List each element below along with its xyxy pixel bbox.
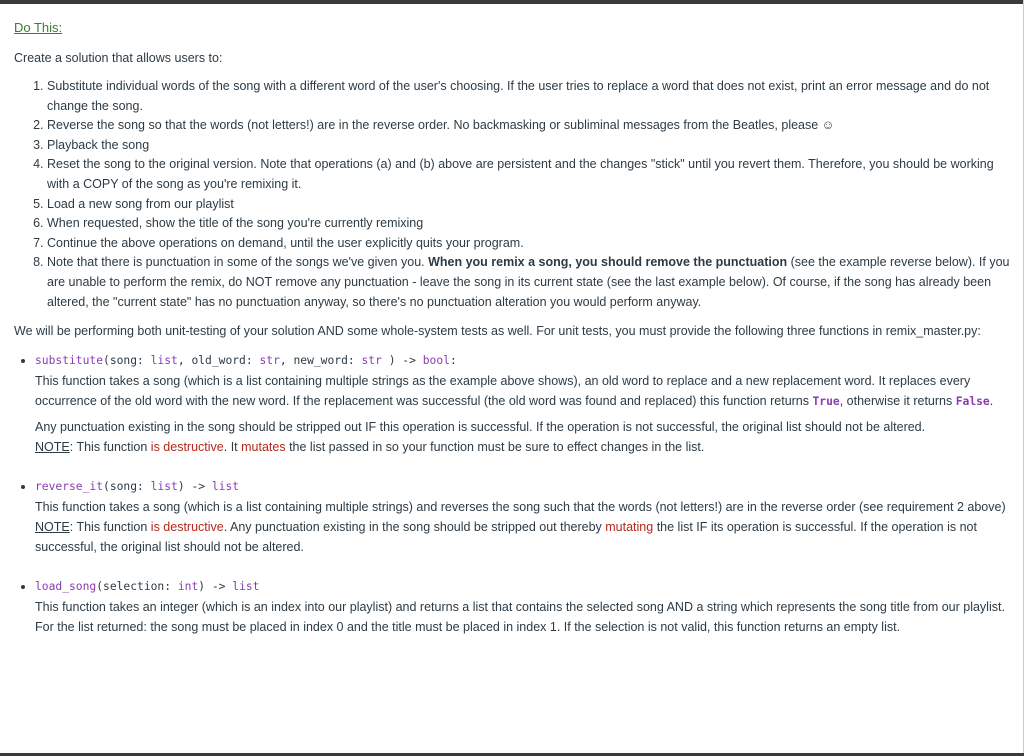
do-this-heading: Do This: — [14, 20, 63, 35]
sig-part: (selection: — [96, 580, 178, 594]
requirement-8 — [47, 253, 1014, 312]
type-str: str — [361, 354, 382, 368]
substitute-signature — [35, 350, 1014, 371]
sig-part: ) -> — [177, 480, 212, 494]
req8-bold: When you remix a song, you should remove the punctuation — [428, 255, 788, 270]
requirement-5: 5. Load a new song from our playlist — [47, 195, 1014, 215]
substitute-note — [35, 437, 1014, 457]
function-substitute — [35, 350, 1014, 457]
load-song-name: load_song — [35, 580, 97, 594]
note-part: : This function — [69, 440, 151, 455]
requirement-1: 1. Substitute individual words of the song with a different word of the user's choosing. If the user tries to replace a word that does not exist, print an error message and do not change the song. — [47, 77, 1014, 116]
note-label: NOTE — [35, 520, 70, 535]
load-song-signature — [35, 576, 1014, 597]
type-list: list — [150, 480, 178, 494]
req8-pre: Note that there is punctuation in some of the songs we've given you. — [47, 255, 429, 270]
destructive-highlight: is destructive — [150, 520, 224, 535]
type-list: list — [150, 354, 178, 368]
desc-part: , otherwise it returns — [839, 394, 956, 409]
req8-post: (see the example reverse below). If you are unable to perform the remix, do NOT remove any punctuation - leave the song in its current state (see the last example below). Of course, if the song has already been altered, the "current state" has no punctuation anyway, so there's no punctuation alteration you would perform anyway. — [47, 255, 1010, 309]
load-song-description: This function takes an integer (which is an index into our playlist) and returns a list that contains the selected song AND a string which represents the song title from our playlist. For the list returned: the song must be placed in index 0 and the title must be placed in index 1. If the selection is not valid, this function returns an empty list. — [35, 600, 1005, 635]
false-keyword: False — [955, 395, 990, 409]
mutating-highlight: mutating — [605, 520, 654, 535]
assignment-content — [14, 18, 1014, 637]
type-list: list — [211, 480, 240, 494]
substitute-punctuation-note: Any punctuation existing in the song should be stripped out IF this operation is successful. If the operation is not successful, the original list should not be altered. — [35, 420, 926, 435]
reverse-it-signature — [35, 476, 1014, 497]
sig-part: (song: — [103, 480, 151, 494]
type-list: list — [232, 580, 260, 594]
requirements-list — [14, 77, 1014, 312]
mutates-highlight: mutates — [241, 440, 286, 455]
reverse-it-note — [35, 517, 1014, 557]
type-str: str — [259, 354, 280, 368]
sig-part: ) -> — [198, 580, 233, 594]
note-part: . Any punctuation existing in the song should be stripped out thereby — [223, 520, 606, 535]
sig-part: ) -> — [381, 354, 423, 368]
function-reverse-it — [35, 476, 1014, 557]
requirement-2: 2. Reverse the song so that the words (not letters!) are in the reverse order. No backmasking or subliminal messages from the Beatles, please ☺ — [47, 116, 1014, 136]
reverse-it-description: This function takes a song (which is a list containing multiple strings) and reverses the song such that the words (not letters!) are in the reverse order (see requirement 2 above) — [35, 500, 1006, 515]
note-label: NOTE — [35, 440, 70, 455]
requirement-4: 4. Reset the song to the original version. Note that operations (a) and (b) above are persistent and the changes "stick" until you revert them. Therefore, you should be working with a COPY of the song as you're remixing it. — [47, 155, 1014, 194]
sig-part: , new_word: — [279, 354, 362, 368]
reverse-it-name: reverse_it — [35, 480, 104, 494]
note-part: : This function — [69, 520, 151, 535]
intro-text: Create a solution that allows users to: — [14, 51, 223, 65]
sig-part: : — [449, 354, 457, 368]
function-load-song — [35, 576, 1014, 637]
substitute-name: substitute — [35, 354, 104, 368]
top-border — [0, 0, 1024, 4]
sig-part: , old_word: — [177, 354, 260, 368]
requirement-7: 7. Continue the above operations on demand, until the user explicitly quits your program. — [47, 234, 1014, 254]
sig-part: (song: — [103, 354, 151, 368]
note-part: . It — [223, 440, 242, 455]
note-part: the list IF its operation is successful. If the operation is not successful, the original list should not be altered. — [35, 520, 977, 555]
substitute-description — [35, 371, 1014, 412]
functions-list — [14, 350, 1014, 637]
requirement-3: 3. Playback the song — [47, 136, 1014, 156]
requirement-6: 6. When requested, show the title of the song you're currently remixing — [47, 214, 1014, 234]
destructive-highlight: is destructive — [150, 440, 224, 455]
type-int: int — [177, 580, 199, 594]
note-part: the list passed in so your function must be sure to effect changes in the list. — [285, 440, 705, 455]
desc-part: . — [989, 394, 994, 409]
desc-part: This function takes a song (which is a list containing multiple strings as the example above shows), an old word to replace and a new replacement word. It replaces every occurrence of the old word with the new word. If the replacement was successful (the old word was found and replaced) this function returns — [35, 374, 971, 409]
unit-tests-paragraph: We will be performing both unit-testing of your solution AND some whole-system tests as well. For unit tests, you must provide the following three functions in remix_master.py: — [14, 324, 981, 339]
true-keyword: True — [812, 395, 840, 409]
type-bool: bool — [422, 354, 450, 368]
